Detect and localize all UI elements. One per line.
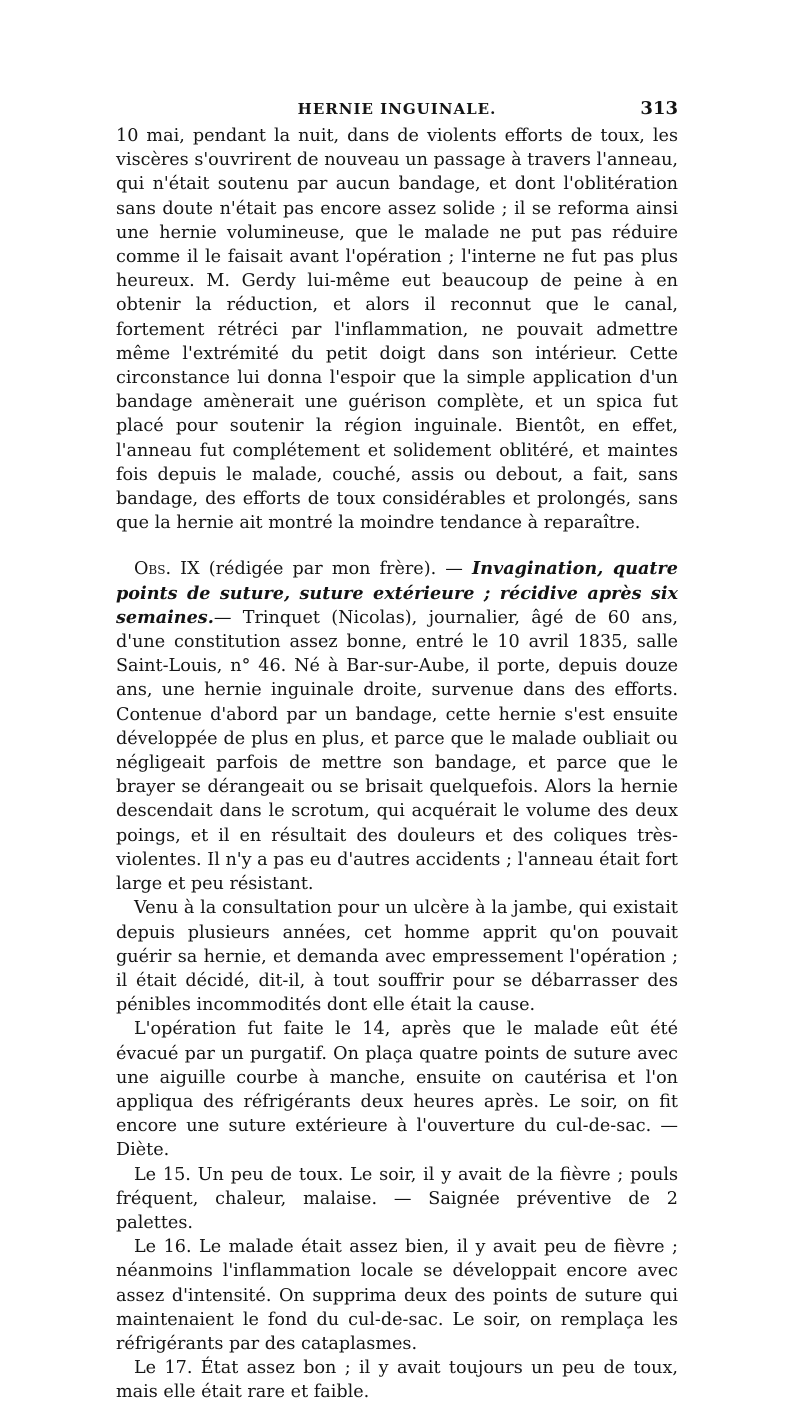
paragraph-consultation: Venu à la consultation pour un ulcère à la jambe, qui existait depuis plusieurs années, cet homme apprit qu'on pouvait guérir sa hernie, et demanda avec empressement l'opération ; il était décidé, dit-il, à tout souffrir pour se débarrasser des pénibles incommodités dont elle était la cause. bbox=[116, 898, 678, 1016]
observation-attribution: (rédigée par mon frère). — bbox=[199, 559, 472, 580]
observation-title: Invagination, quatre points de suture, suture extérieure ; récidive après six semaines. bbox=[116, 558, 678, 628]
observation-paragraph bbox=[116, 557, 678, 896]
page-body bbox=[116, 124, 678, 1405]
paragraph-operation: L'opération fut faite le 14, après que le malade eût été évacué par un purgatif. On plaça quatre points de suture avec une aiguille courbe à manche, ensuite on cautérisa et l'on appliqua des réfrigérants deux heures après. Le soir, on fit encore une suture extérieure à l'ouverture du cul-de-sac. — Diète. bbox=[116, 1019, 678, 1161]
observation-text: — Trinquet (Nicolas), journalier, âgé de 60 ans, d'une constitution assez bonne, entré le 10 avril 1835, salle Saint-Louis, n° 46. Né à Bar-sur-Aube, il porte, depuis douze ans, une hernie inguinale droite, survenue dans des efforts. Contenue d'abord par un bandage, cette hernie s'est ensuite développée de plus en plus, et parce que le malade oubliait ou négligeait parfois de mettre son bandage, et parce que le brayer se dérangeait ou se brisait quelquefois. Alors la hernie descendait dans le scrotum, qui acquérait le volume des deux poings, et il en résultait des douleurs et des coliques très-violentes. Il n'y a pas eu d'autres accidents ; l'anneau était fort large et peu résistant. bbox=[116, 607, 678, 895]
page-number: 313 bbox=[640, 98, 678, 119]
paragraph-day-16: Le 16. Le malade était assez bien, il y avait peu de fièvre ; néanmoins l'inflammation locale se développait encore avec assez d'intensité. On supprima deux des points de suture qui maintenaient le fond du cul-de-sac. Le soir, on remplaça les réfrigérants par des cataplasmes. bbox=[116, 1237, 678, 1354]
observation-label: Obs. IX bbox=[134, 559, 200, 580]
paragraph-continuation: 10 mai, pendant la nuit, dans de violents efforts de toux, les viscères s'ouvrirent de nouveau un passage à travers l'anneau, qui n'était soutenu par aucun bandage, et dont l'oblitération sans doute n'était pas encore assez solide ; il se reforma ainsi une hernie volumineuse, que le malade ne put pas réduire comme il le faisait avant l'opération ; l'interne ne fut pas plus heureux. M. Gerdy lui-même eut beaucoup de peine à en obtenir la réduction, et alors il reconnut que le canal, fortement rétréci par l'inflammation, ne pouvait admettre même l'extrémité du petit doigt dans son intérieur. Cette circonstance lui donna l'espoir que la simple application d'un bandage amènerait une guérison complète, et un spica fut placé pour soutenir la région inguinale. Bientôt, en effet, l'anneau fut complétement et solidement oblitéré, et maintes fois depuis le malade, couché, assis ou debout, a fait, sans bandage, des efforts de toux considérables et prolongés, sans que la hernie ait montré la moindre tendance à reparaître. bbox=[116, 126, 678, 534]
section-gap bbox=[116, 535, 678, 557]
page-header bbox=[116, 96, 678, 122]
paragraph-day-17: Le 17. État assez bon ; il y avait toujours un peu de toux, mais elle était rare et faible. bbox=[116, 1358, 678, 1403]
paragraph-day-15: Le 15. Un peu de toux. Le soir, il y avait de la fièvre ; pouls fréquent, chaleur, malaise. — Saignée préventive de 2 palettes. bbox=[116, 1164, 678, 1233]
running-title: HERNIE INGUINALE. bbox=[297, 100, 497, 118]
